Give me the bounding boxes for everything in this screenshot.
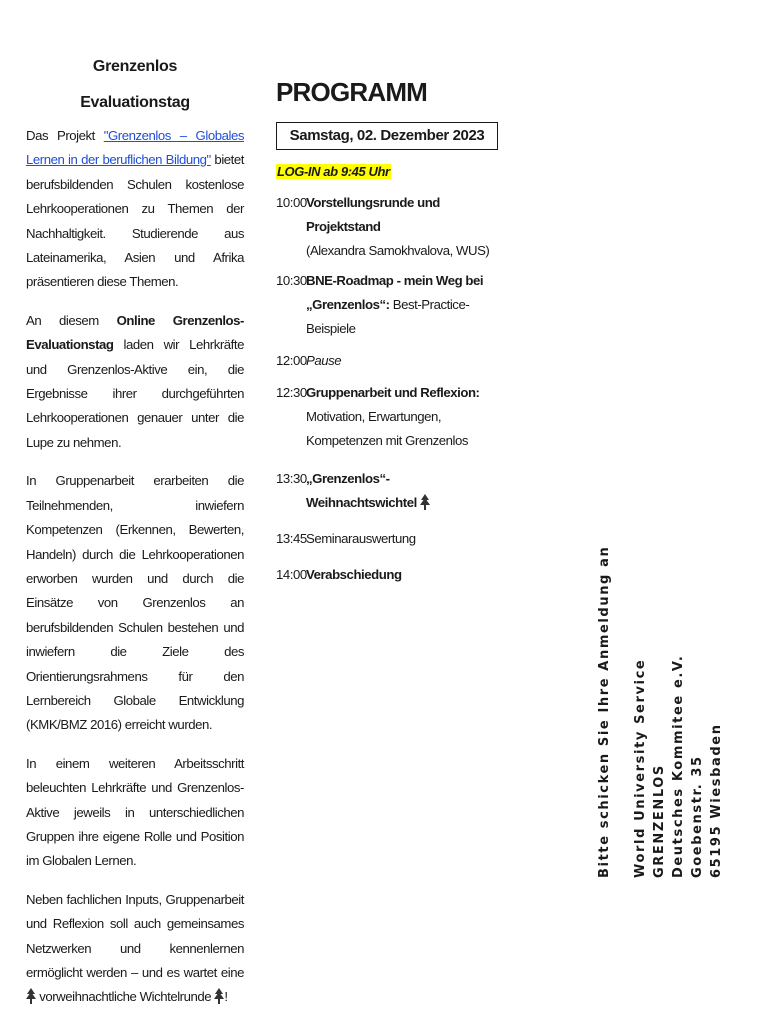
networking-text-end: ! — [224, 989, 228, 1005]
christmas-tree-icon — [214, 988, 224, 1004]
agenda-detail: (Alexandra Samokhvalova, WUS) — [306, 243, 490, 258]
agenda-title: Gruppenarbeit und Reflexion: — [306, 385, 480, 400]
agenda-item — [276, 563, 498, 587]
intro-text: Das Projekt — [26, 128, 104, 143]
agenda-time: 12:30 — [276, 385, 307, 400]
online-day-text: An diesem — [26, 312, 117, 328]
agenda-item — [276, 527, 498, 551]
address-line: 65195 Wiesbaden — [709, 723, 724, 878]
agenda-item — [276, 349, 498, 373]
event-date: Samstag, 02. Dezember 2023 — [276, 122, 498, 150]
agenda-item — [276, 269, 498, 341]
online-day-text-continued: laden wir Lehrkräfte und Grenzenlos-Aktive ein, die Ergebnisse ihrer durchgeführten Lehrkooperationen genauer unter die Lupe zu nehmen. — [26, 337, 244, 450]
agenda-item — [276, 381, 498, 453]
address-line: Deutsches Kommitee e.V. — [671, 654, 686, 878]
intro-paragraph — [26, 124, 244, 295]
left-column — [26, 56, 244, 1010]
project-link[interactable]: "Grenzenlos – Globales Lernen in der beruflichen Bildung" — [26, 128, 244, 168]
christmas-tree-icon — [420, 494, 430, 510]
agenda-title: BNE-Roadmap - mein Weg bei „Grenzenlos“: — [306, 273, 484, 312]
groupwork-paragraph: In Gruppenarbeit erarbeiten die Teilnehmenden, inwiefern Kompetenzen (Erkennen, Bewerten, Handeln) durch die Lehrkooperationen erworben wurden und durch die Einsätze von Grenzenlos an berufsbildenden Schulen bestehen und inwiefern die Ziele des Orientierungsrahmens für den Lernbereich Globale Entwicklung (KMK/BMZ 2016) erreicht wurden. — [26, 473, 244, 733]
program-column — [276, 72, 498, 587]
agenda-title: Pause — [306, 353, 342, 368]
agenda-time: 10:30 — [276, 273, 307, 288]
section-subheading: Evaluationstag — [80, 94, 190, 111]
agenda-time: 10:00 — [276, 195, 307, 210]
online-day-highlight: Online Grenzenlos-Evaluationstag — [26, 312, 244, 353]
address-line: GRENZENLOS — [652, 764, 667, 878]
section-heading: Grenzenlos — [92, 58, 178, 75]
christmas-tree-icon — [26, 988, 36, 1004]
address-line: World University Service — [633, 658, 648, 878]
networking-paragraph — [26, 888, 244, 1010]
agenda-title: „Grenzenlos“-Weihnachtswichtel — [306, 471, 417, 510]
agenda-item — [276, 191, 498, 263]
registration-note: Bitte schicken Sie Ihre Anmeldung an — [597, 545, 612, 878]
agenda-title: Vorstellungsrunde und Projektstand — [306, 195, 440, 234]
agenda-item — [276, 467, 498, 515]
agenda-title: Seminarauswertung — [306, 531, 416, 546]
online-day-paragraph — [26, 309, 244, 455]
program-title: PROGRAMM — [276, 77, 428, 107]
address-line: Goebenstr. 35 — [690, 755, 705, 878]
networking-text: Neben fachlichen Inputs, Gruppenarbeit und Reflexion soll auch gemeinsames Netzwerken und kennenlernen ermöglicht werden – und es wartet eine — [26, 891, 244, 980]
login-time-highlight: LOG-IN ab 9:45 Uhr — [277, 164, 390, 179]
roles-paragraph: In einem weiteren Arbeitsschritt beleuchten Lehrkräfte und Grenzenlos-Aktive jeweils in unterschiedlichen Gruppen ihre eigene Rolle und Position im Globalen Lernen. — [26, 755, 244, 869]
agenda-time: 13:30 — [276, 471, 307, 486]
intro-text-continued: bietet berufsbildenden Schulen kostenlose Lehrkooperationen zu Themen der Nachhaltigkeit. Studierende aus Lateinamerika, Asien und Afrika präsentieren diese Themen. — [26, 152, 244, 290]
agenda-time: 13:45 — [276, 531, 307, 546]
agenda-time: 14:00 — [276, 567, 307, 582]
agenda-detail: Motivation, Erwartungen, Kompetenzen mit Grenzenlos — [306, 409, 469, 448]
agenda-detail: Best-Practice-Beispiele — [306, 297, 470, 336]
agenda-time: 12:00 — [276, 353, 307, 368]
networking-text-continued: vorweihnachtliche Wichtelrunde — [36, 989, 215, 1005]
agenda-title: Verabschiedung — [306, 567, 402, 582]
